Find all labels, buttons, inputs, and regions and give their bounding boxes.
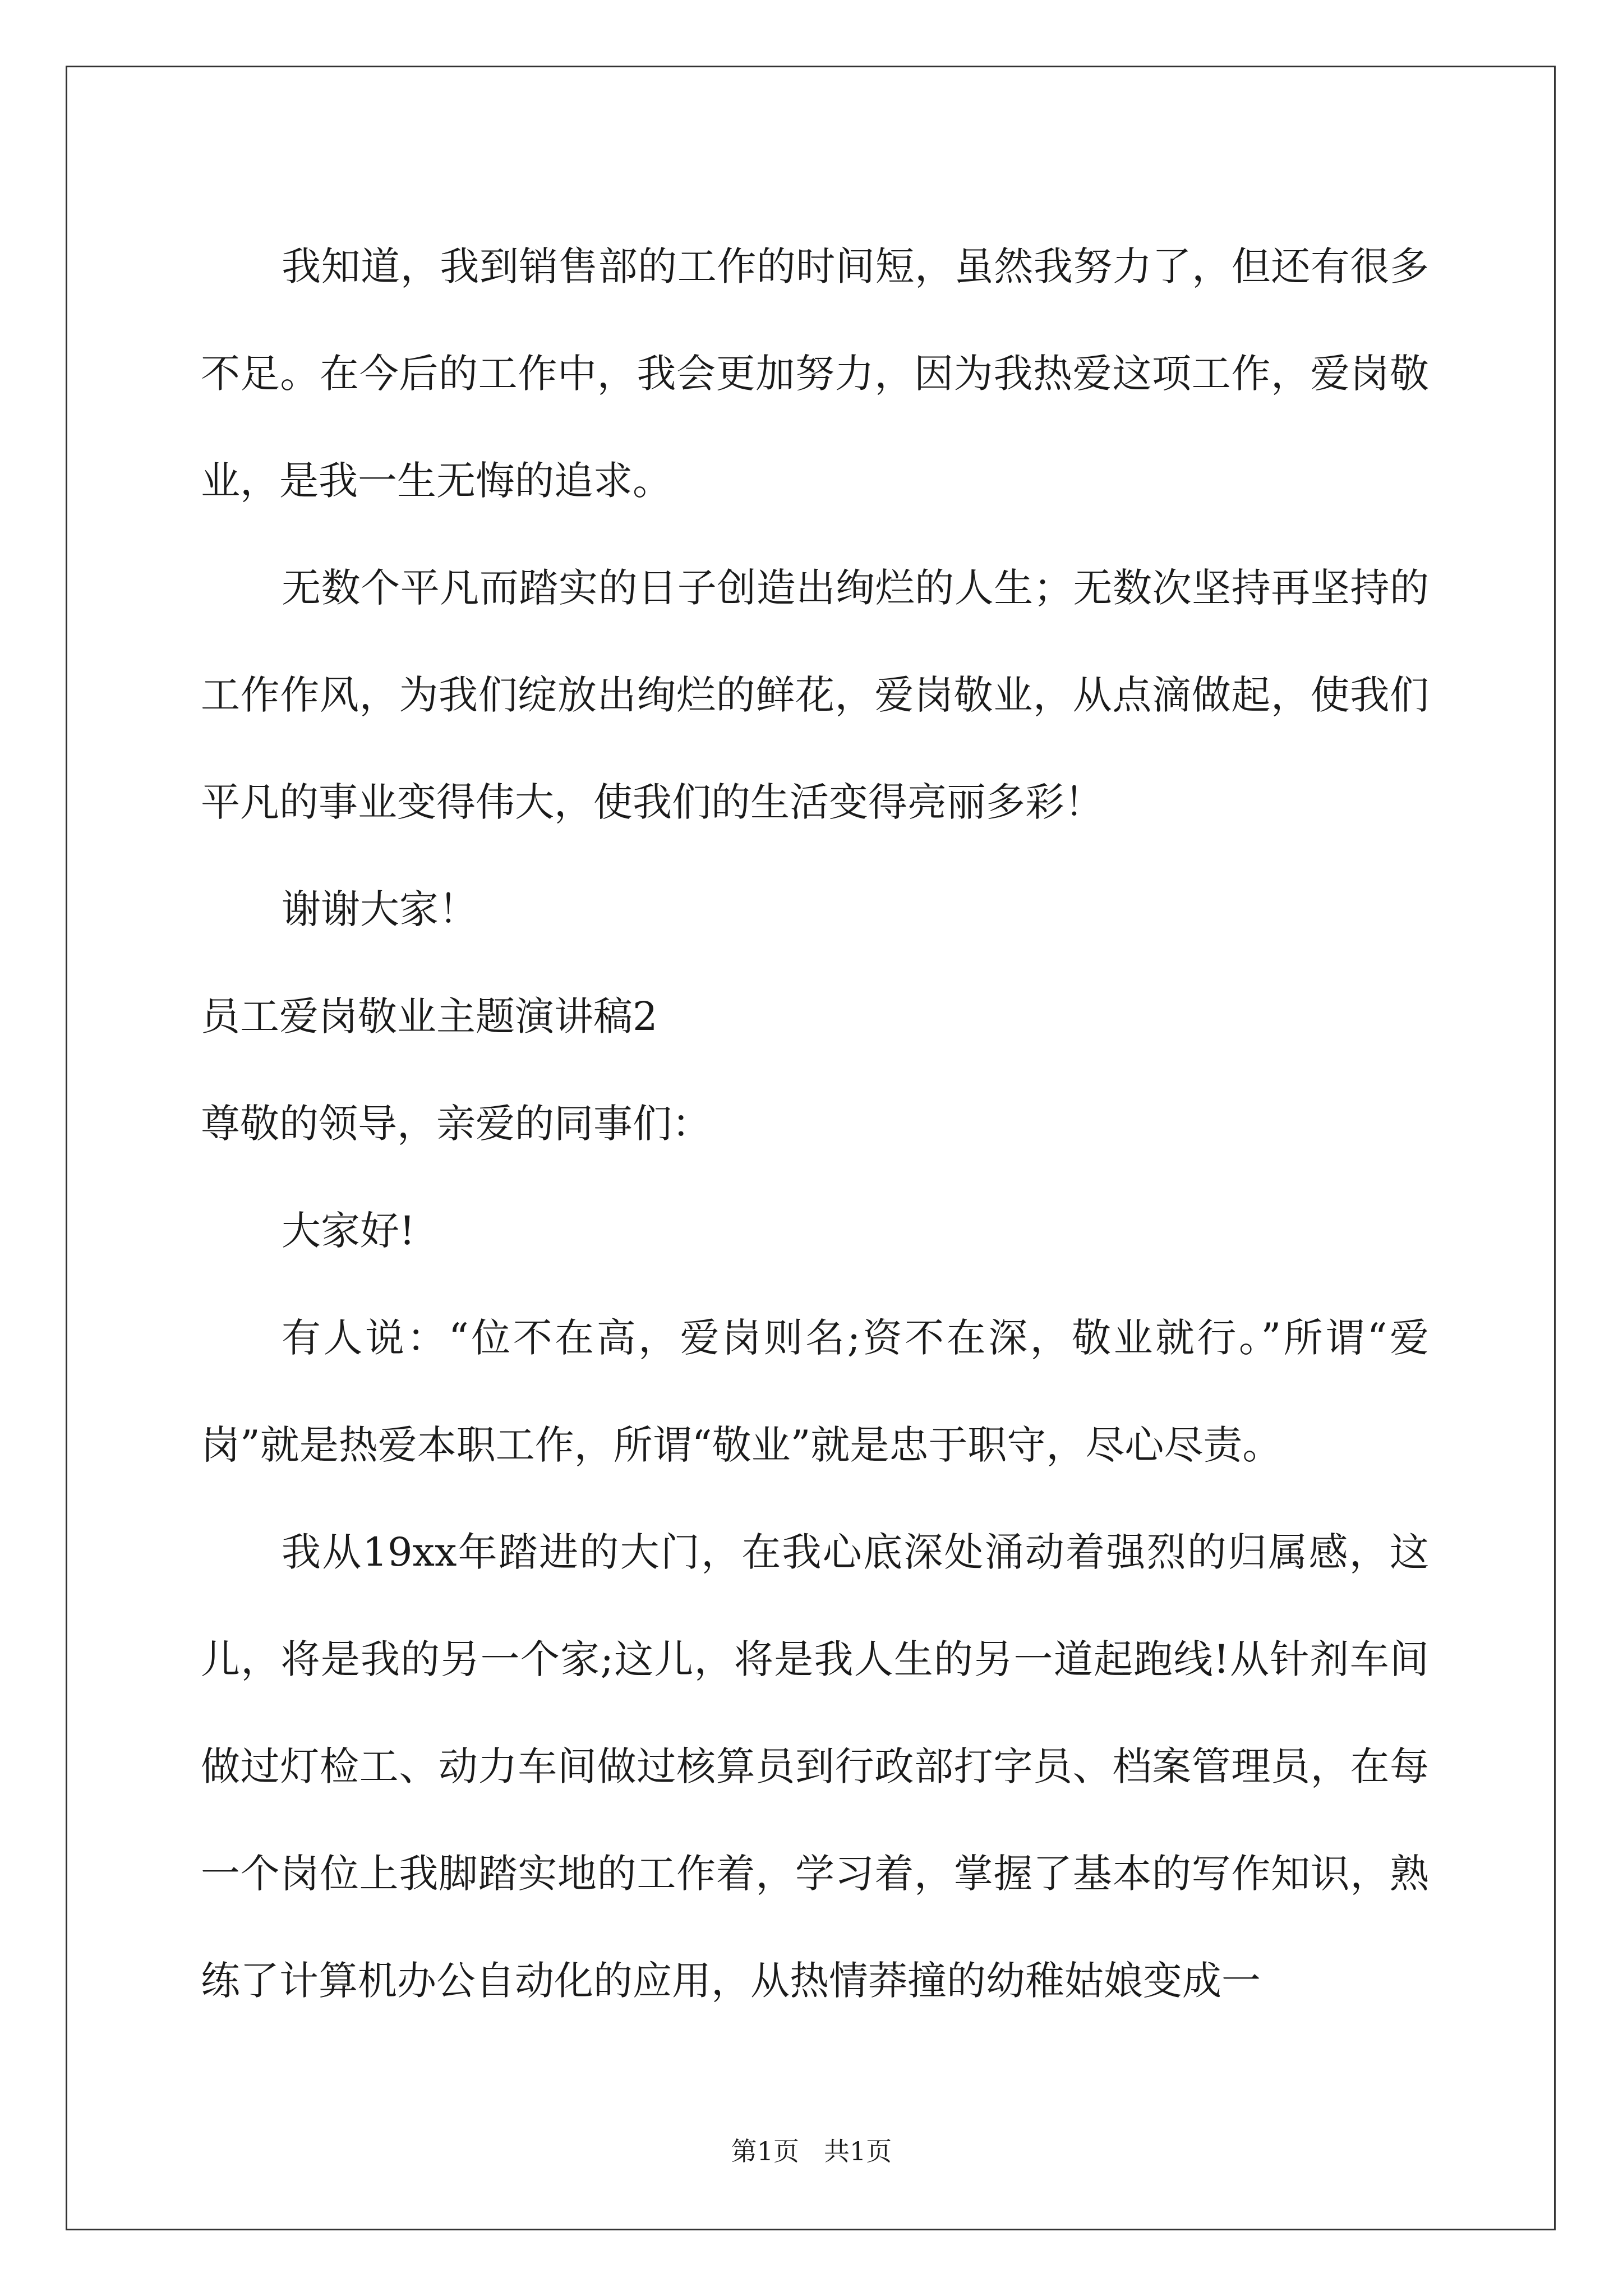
- paragraph-conclusion: 我知道，我到销售部的工作的时间短，虽然我努力了，但还有很多不足。在今后的工作中，我会更加努力，因为我热爱这项工作，爱岗敬业，是我一生无悔的追求。: [201, 243, 1429, 504]
- paragraph-thanks: 谢谢大家！: [282, 886, 478, 932]
- paragraph-experience: 我从19xx年踏进的大门，在我心底深处涌动着强烈的归属感，这儿，将是我的另一个家;这儿，将是我人生的另一道起跑线!从针剂车间做过灯检工、动力车间做过核算员到行政部打字员、档案管理员，在每一个岗位上我脚踏实地的工作着，学习着，掌握了基本的写作知识，熟练了计算机办公自动化的应用，从热情莽撞的幼稚姑娘变成一: [201, 1529, 1429, 2004]
- page-footer: [0, 2134, 1623, 2168]
- paragraph-definition: 有人说：“位不在高，爱岗则名;资不在深，敬业就行。”所谓“爱岗”就是热爱本职工作，所谓“敬业”就是忠于职守，尽心尽责。: [201, 1315, 1429, 1468]
- greeting: 大家好!: [282, 1208, 416, 1254]
- paragraph-summary: 无数个平凡而踏实的日子创造出绚烂的人生；无数次坚持再坚持的工作作风，为我们绽放出绚烂的鲜花，爱岗敬业，从点滴做起，使我们平凡的事业变得伟大，使我们的生活变得亮丽多彩！: [201, 565, 1429, 825]
- speech-title: 员工爱岗敬业主题演讲稿2: [201, 993, 658, 1039]
- document-body: [201, 213, 1429, 2035]
- page-total: 共1页: [823, 2136, 892, 2166]
- salutation: 尊敬的领导，亲爱的同事们：: [201, 1101, 711, 1147]
- page-number: 第1页: [731, 2136, 800, 2166]
